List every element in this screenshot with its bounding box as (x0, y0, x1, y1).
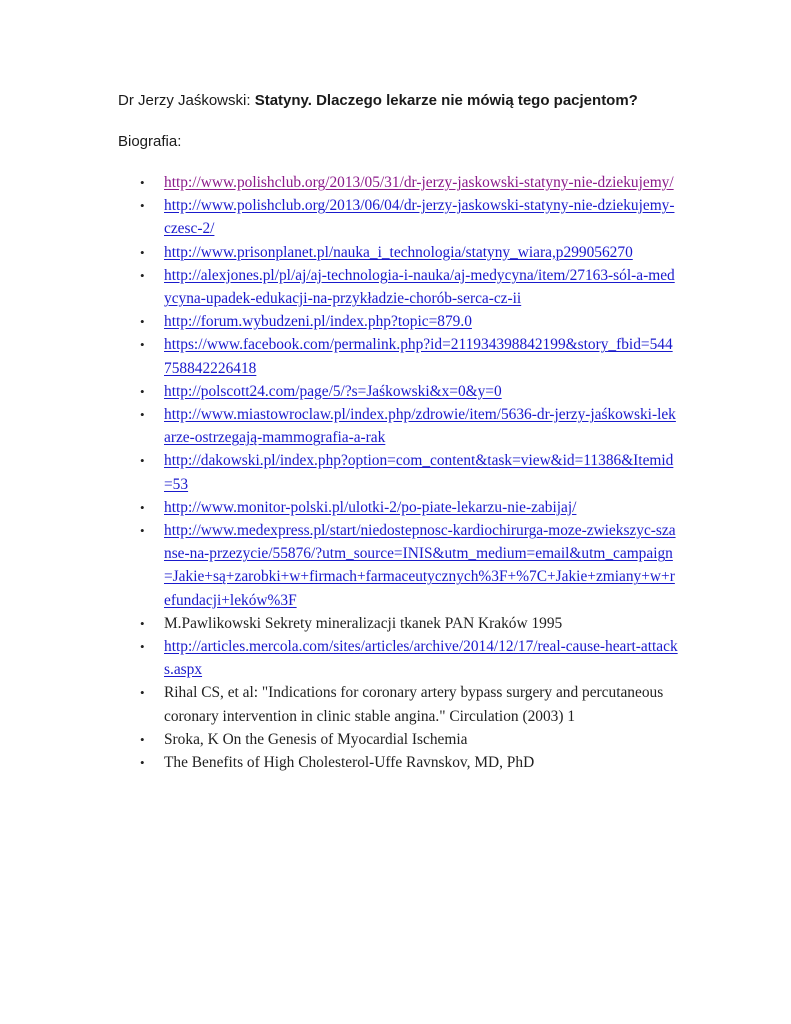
reference-item (140, 496, 680, 519)
bullet-icon: • (140, 731, 145, 747)
reference-item (140, 333, 680, 379)
reference-item (140, 241, 680, 264)
reference-item (140, 681, 680, 727)
bullet-icon: • (140, 244, 145, 260)
reference-item (140, 728, 680, 751)
reference-text: Sroka, K On the Genesis of Myocardial Ischemia (164, 730, 468, 748)
reference-item (140, 264, 680, 310)
reference-item (140, 380, 680, 403)
document-heading (118, 92, 638, 109)
reference-link[interactable]: http://www.monitor-polski.pl/ulotki-2/po-piate-lekarzu-nie-zabijaj/ (164, 498, 577, 516)
bullet-icon: • (140, 407, 145, 423)
bullet-icon: • (140, 615, 145, 631)
bullet-icon: • (140, 639, 145, 655)
reference-item (140, 612, 680, 635)
reference-text: Rihal CS, et al: "Indications for coronary artery bypass surgery and percutaneous coronary intervention in clinic stable angina." Circulation (2003) 1 (164, 684, 664, 725)
bullet-icon: • (140, 685, 145, 701)
bullet-icon: • (140, 523, 145, 539)
reference-link[interactable]: http://www.prisonplanet.pl/nauka_i_technologia/statyny_wiara,p299056270 (164, 243, 633, 261)
reference-link[interactable]: https://www.facebook.com/permalink.php?id=211934398842199&story_fbid=544758842226418 (164, 336, 673, 377)
reference-text: The Benefits of High Cholesterol-Uffe Ravnskov, MD, PhD (164, 754, 535, 772)
bullet-icon: • (140, 267, 145, 283)
bullet-icon: • (140, 337, 145, 353)
reference-link[interactable]: http://www.polishclub.org/2013/05/31/dr-jerzy-jaskowski-statyny-nie-dziekujemy/ (164, 174, 674, 191)
bullet-icon: • (140, 453, 145, 469)
reference-text: M.Pawlikowski Sekrety mineralizacji tkanek PAN Kraków 1995 (164, 614, 563, 632)
reference-link[interactable]: http://alexjones.pl/pl/aj/aj-technologia-i-nauka/aj-medycyna/item/27163-sól-a-medycyna-upadek-edukacji-na-przykładzie-chorób-serca-cz-ii (164, 266, 675, 308)
reference-item (140, 310, 680, 333)
reference-item (140, 194, 680, 240)
reference-list (140, 171, 680, 774)
bullet-icon: • (140, 198, 145, 214)
heading-author: Dr Jerzy Jaśkowski: (118, 92, 255, 109)
reference-link[interactable]: http://forum.wybudzeni.pl/index.php?topic=879.0 (164, 313, 472, 331)
reference-item (140, 751, 680, 774)
heading-title: Statyny. Dlaczego lekarze nie mówią tego pacjentom? (254, 92, 638, 109)
reference-item (140, 449, 680, 495)
reference-item (140, 519, 680, 612)
bullet-icon: • (140, 499, 145, 515)
reference-link[interactable]: http://articles.mercola.com/sites/articles/archive/2014/12/17/real-cause-heart-attacks.aspx (164, 638, 678, 679)
bullet-icon: • (140, 383, 145, 399)
reference-link[interactable]: http://www.miastowroclaw.pl/index.php/zdrowie/item/5636-dr-jerzy-jaśkowski-lekarze-ostrzegają-mammografia-a-rak (164, 406, 676, 447)
reference-link[interactable]: http://dakowski.pl/index.php?option=com_content&task=view&id=11386&Itemid=53 (164, 452, 674, 493)
reference-item (140, 171, 680, 194)
reference-item (140, 635, 680, 681)
reference-link[interactable]: http://www.medexpress.pl/start/niedostepnosc-kardiochirurga-moze-zwiekszyc-szanse-na-przezycie/55876/?utm_source=INIS&utm_medium=email&utm_campaign=Jakie+są+zarobki+w+firmach+farmaceutycznych%3F+%7C+Jakie+zmiany+w+refundacji+leków%3F (164, 522, 676, 609)
bullet-icon: • (140, 175, 145, 190)
bullet-icon: • (140, 755, 145, 771)
biography-label: Biografia: (118, 133, 182, 150)
bullet-icon: • (140, 314, 145, 330)
reference-link[interactable]: http://www.polishclub.org/2013/06/04/dr-jerzy-jaskowski-statyny-nie-dziekujemy-czesc-2/ (164, 197, 675, 238)
reference-link[interactable]: http://polscott24.com/page/5/?s=Jaśkowski&x=0&y=0 (164, 382, 502, 400)
reference-item (140, 403, 680, 449)
